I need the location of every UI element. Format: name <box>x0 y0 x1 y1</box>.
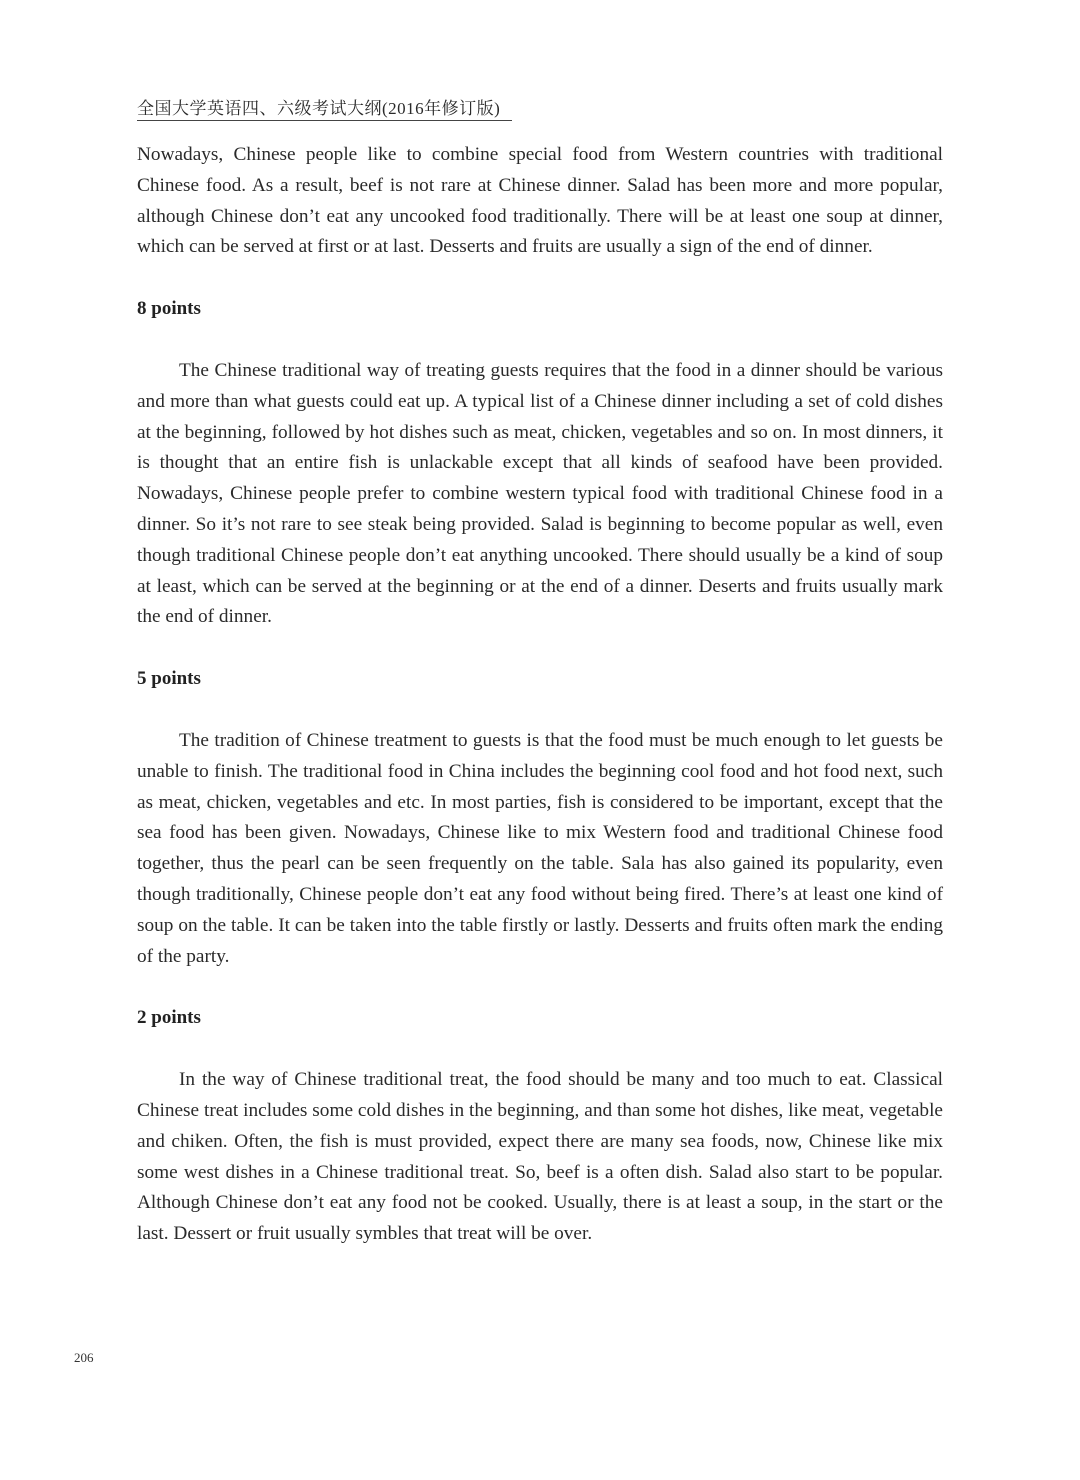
running-header: 全国大学英语四、六级考试大纲(2016年修订版) <box>137 94 512 121</box>
page-number: 206 <box>74 1350 94 1365</box>
sample-essay-8-points: The Chinese traditional way of treating guests requires that the food in a dinner should be various and more than what guests could eat up. A typical list of a Chinese dinner including a set of cold dishes at the beginning, followed by hot dishes such as meat, chicken, vegetables and so on. In most dinners, it is thought that an entire fish is unlackable except that all kinds of seafood have been provided. Nowadays, Chinese people prefer to combine western typical food with traditional Chinese food in a dinner. So it’s not rare to see steak being provided. Salad is beginning to become popular as well, even though traditional Chinese people don’t eat anything uncooked. There should usually be a kind of soup at least, which can be served at the beginning or at the end of a dinner. Deserts and fruits usually mark the end of dinner. <box>137 359 943 628</box>
document-body <box>137 140 943 1250</box>
intro-paragraph: Nowadays, Chinese people like to combine special food from Western countries with traditional Chinese food. As a result, beef is not rare at Chinese dinner. Salad has been more and more popular, although Chinese don’t eat any uncooked food traditionally. There will be at least one soup at dinner, which can be served at first or at last. Desserts and fruits are usually a sign of the end of dinner. <box>137 144 943 258</box>
score-heading-5-points: 5 points <box>137 668 201 690</box>
score-heading-8-points: 8 points <box>137 298 201 320</box>
sample-essay-5-points: The tradition of Chinese treatment to guests is that the food must be much enough to let guests be unable to finish. The traditional food in China includes the beginning cool food and hot food next, such as meat, chicken, vegetables and etc. In most parties, fish is considered to be important, except that the sea food has been given. Nowadays, Chinese like to mix Western food and traditional Chinese food together, thus the pearl can be seen frequently on the table. Sala has also gained its popularity, even though traditionally, Chinese people don’t eat any food without being fired. There’s at least one kind of soup on the table. It can be taken into the table firstly or lastly. Desserts and fruits often mark the ending of the party. <box>137 729 943 967</box>
score-heading-2-points: 2 points <box>137 1007 201 1029</box>
sample-essay-2-points: In the way of Chinese traditional treat, the food should be many and too much to eat. Classical Chinese treat includes some cold dishes in the beginning, and than some hot dishes, like meat, vegetable and chiken. Often, the fish is must provided, expect there are many sea foods, now, Chinese like mix some west dishes in a Chinese traditional treat. So, beef is a often dish. Salad also start to be popular. Although Chinese don’t eat any food not be cooked. Usually, there is at least a soup, in the start or the last. Dessert or fruit usually symbles that treat will be over. <box>137 1069 943 1245</box>
